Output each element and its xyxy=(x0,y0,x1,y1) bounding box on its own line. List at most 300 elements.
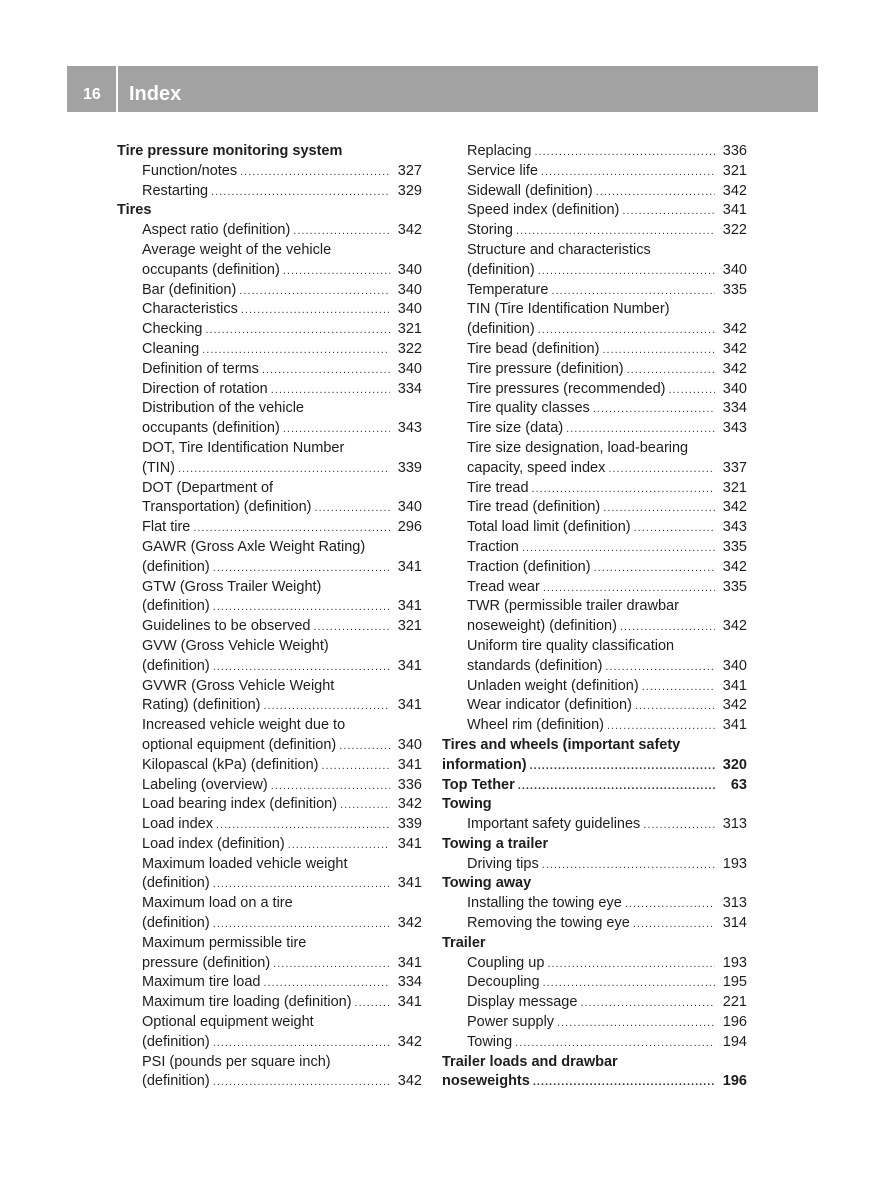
dot-leader xyxy=(213,658,390,678)
index-entry xyxy=(442,380,747,400)
page-reference: 314 xyxy=(722,915,747,932)
entry-text: Towing away xyxy=(442,875,532,892)
entry-text: PSI (pounds per square inch) xyxy=(142,1053,331,1070)
entry-text: Top Tether xyxy=(442,776,515,793)
index-entry xyxy=(442,637,747,657)
dot-leader xyxy=(530,757,715,777)
index-entry xyxy=(442,894,747,914)
index-entry xyxy=(442,281,747,301)
entry-text: GAWR (Gross Axle Weight Rating) xyxy=(142,538,366,555)
index-heading xyxy=(442,756,747,776)
dot-leader xyxy=(213,1073,390,1093)
index-column-right xyxy=(442,142,747,1092)
dot-leader xyxy=(216,816,390,836)
dot-leader xyxy=(603,499,715,519)
page-title: Index xyxy=(129,83,182,105)
entry-text: Towing xyxy=(467,1033,513,1050)
page-reference: 342 xyxy=(722,558,747,575)
index-entry xyxy=(442,162,747,182)
page-reference: 322 xyxy=(722,222,747,239)
index-entry xyxy=(442,182,747,202)
page-reference: 339 xyxy=(397,459,422,476)
index-entry xyxy=(117,835,422,855)
page-reference: 321 xyxy=(397,321,422,338)
dot-leader xyxy=(322,757,391,777)
index-entry xyxy=(442,855,747,875)
dot-leader xyxy=(596,183,715,203)
entry-text: information) xyxy=(442,756,527,773)
index-entry xyxy=(442,954,747,974)
dot-leader xyxy=(633,915,715,935)
dot-leader xyxy=(355,994,390,1014)
dot-leader xyxy=(313,618,390,638)
entry-text: Decoupling xyxy=(467,974,540,991)
entry-text: Storing xyxy=(467,222,513,239)
page-reference: 342 xyxy=(722,697,747,714)
entry-text: Distribution of the vehicle xyxy=(142,400,304,417)
page-reference: 341 xyxy=(397,697,422,714)
index-entry xyxy=(117,399,422,419)
entry-text: Checking xyxy=(142,321,203,338)
dot-leader xyxy=(622,202,715,222)
index-entry xyxy=(117,518,422,538)
index-entry xyxy=(442,973,747,993)
entry-text: Average weight of the vehicle xyxy=(142,241,332,258)
index-entry xyxy=(117,855,422,875)
page-number: 16 xyxy=(83,86,101,103)
entry-text: Service life xyxy=(467,162,538,179)
index-heading xyxy=(442,1072,747,1092)
index-heading xyxy=(442,776,747,796)
entry-text: Installing the towing eye xyxy=(467,895,622,912)
page-reference: 340 xyxy=(397,736,422,753)
index-entry xyxy=(442,1033,747,1053)
page-reference: 341 xyxy=(397,875,422,892)
dot-leader xyxy=(239,282,390,302)
entry-text: noseweights xyxy=(442,1073,530,1090)
entry-text: Tire pressures (recommended) xyxy=(467,380,666,397)
page-reference: 337 xyxy=(722,459,747,476)
index-entry xyxy=(442,597,747,617)
index-heading xyxy=(442,835,747,855)
page-reference: 342 xyxy=(722,340,747,357)
page-reference: 335 xyxy=(722,538,747,555)
dot-leader xyxy=(625,895,715,915)
page-reference: 322 xyxy=(397,340,422,357)
index-entry xyxy=(117,261,422,281)
dot-leader xyxy=(213,875,390,895)
entry-text: noseweight) (definition) xyxy=(467,618,617,635)
page-reference: 341 xyxy=(397,994,422,1011)
index-entry xyxy=(442,142,747,162)
dot-leader xyxy=(241,301,390,321)
dot-leader xyxy=(642,678,715,698)
index-entry xyxy=(442,993,747,1013)
entry-text: Sidewall (definition) xyxy=(467,182,593,199)
index-entry xyxy=(117,300,422,320)
entry-text: Temperature xyxy=(467,281,549,298)
index-entry xyxy=(117,459,422,479)
page-reference: 342 xyxy=(722,321,747,338)
page-reference: 342 xyxy=(722,360,747,377)
page-reference: 194 xyxy=(722,1033,747,1050)
index-entry xyxy=(117,617,422,637)
page-reference: 340 xyxy=(722,657,747,674)
page-reference: 193 xyxy=(722,954,747,971)
entry-text: Kilopascal (kPa) (definition) xyxy=(142,756,319,773)
entry-text: Load bearing index (definition) xyxy=(142,796,338,813)
entry-text: Towing xyxy=(442,796,492,813)
dot-leader xyxy=(213,1034,390,1054)
dot-leader xyxy=(213,598,390,618)
index-entry xyxy=(442,657,747,677)
page-reference: 340 xyxy=(397,360,422,377)
entry-text: (definition) xyxy=(142,598,210,615)
index-entry xyxy=(442,815,747,835)
index-entry xyxy=(442,696,747,716)
index-entry xyxy=(442,538,747,558)
dot-leader xyxy=(535,143,716,163)
index-heading xyxy=(117,142,422,162)
dot-leader xyxy=(533,1073,715,1093)
dot-leader xyxy=(607,717,715,737)
entry-text: Traction xyxy=(467,538,519,555)
entry-text: Rating) (definition) xyxy=(142,697,261,714)
entry-text: Transportation) (definition) xyxy=(142,499,312,516)
dot-leader xyxy=(541,163,715,183)
entry-text: (definition) xyxy=(467,321,535,338)
entry-text: occupants (definition) xyxy=(142,420,280,437)
dot-leader xyxy=(608,460,715,480)
page-reference: 341 xyxy=(722,717,747,734)
page-reference: 196 xyxy=(722,1073,747,1090)
entry-text: Tire pressure (definition) xyxy=(467,360,624,377)
index-entry xyxy=(117,380,422,400)
page-reference: 334 xyxy=(397,974,422,991)
index-entry xyxy=(117,1053,422,1073)
page-reference: 342 xyxy=(722,618,747,635)
entry-text: (definition) xyxy=(142,657,210,674)
entry-text: Tires and wheels (important safety xyxy=(442,736,681,753)
index-entry xyxy=(117,874,422,894)
header-divider xyxy=(116,66,118,112)
entry-text: Tire pressure monitoring system xyxy=(117,143,343,159)
dot-leader xyxy=(543,579,715,599)
index-entry xyxy=(442,419,747,439)
index-entry xyxy=(442,479,747,499)
page-reference: 63 xyxy=(730,776,747,793)
index-entry xyxy=(117,578,422,598)
dot-leader xyxy=(273,955,390,975)
index-entry xyxy=(442,459,747,479)
dot-leader xyxy=(522,539,715,559)
index-entry xyxy=(442,518,747,538)
page-reference: 341 xyxy=(397,756,422,773)
dot-leader xyxy=(532,480,715,500)
index-entry xyxy=(117,716,422,736)
page-reference: 342 xyxy=(397,1073,422,1090)
page-reference: 340 xyxy=(397,301,422,318)
index-entry xyxy=(117,1013,422,1033)
dot-leader xyxy=(605,658,715,678)
entry-text: Traction (definition) xyxy=(467,558,591,575)
index-entry xyxy=(442,221,747,241)
entry-text: Trailer xyxy=(442,934,486,951)
dot-leader xyxy=(515,1034,715,1054)
index-entry xyxy=(117,894,422,914)
entry-text: Guidelines to be observed xyxy=(142,618,311,635)
dot-leader xyxy=(594,559,715,579)
dot-leader xyxy=(538,262,715,282)
page-reference: 341 xyxy=(397,558,422,575)
index-entry xyxy=(117,340,422,360)
entry-text: Tire size (data) xyxy=(467,420,564,437)
dot-leader xyxy=(315,499,390,519)
entry-text: Definition of terms xyxy=(142,360,259,377)
page-reference: 342 xyxy=(397,796,422,813)
index-entry xyxy=(442,201,747,221)
page-reference: 341 xyxy=(397,657,422,674)
page-reference: 342 xyxy=(722,182,747,199)
page-reference: 340 xyxy=(722,261,747,278)
index-entry xyxy=(117,182,422,202)
entry-text: Tire quality classes xyxy=(467,400,590,417)
entry-text: Total load limit (definition) xyxy=(467,519,631,536)
page-reference: 341 xyxy=(397,598,422,615)
entry-text: Removing the towing eye xyxy=(467,915,630,932)
index-entry xyxy=(442,340,747,360)
index-entry xyxy=(442,498,747,518)
page-reference: 340 xyxy=(397,499,422,516)
entry-text: (definition) xyxy=(142,875,210,892)
index-entry xyxy=(442,578,747,598)
entry-text: Speed index (definition) xyxy=(467,202,620,219)
page-reference: 342 xyxy=(722,499,747,516)
dot-leader xyxy=(620,618,715,638)
dot-leader xyxy=(635,697,715,717)
dot-leader xyxy=(543,974,715,994)
page-reference: 334 xyxy=(722,400,747,417)
index-entry xyxy=(117,538,422,558)
entry-text: Maximum tire load xyxy=(142,974,261,991)
entry-text: capacity, speed index xyxy=(467,459,606,476)
index-entry xyxy=(117,696,422,716)
page-reference: 341 xyxy=(722,677,747,694)
index-entry xyxy=(442,320,747,340)
index-entry xyxy=(442,439,747,459)
dot-leader xyxy=(193,519,390,539)
index-entry xyxy=(117,1033,422,1053)
entry-text: Towing a trailer xyxy=(442,835,549,852)
page-reference: 313 xyxy=(722,816,747,833)
page-reference: 195 xyxy=(722,974,747,991)
dot-leader xyxy=(213,559,390,579)
page-reference: 221 xyxy=(722,994,747,1011)
page-reference: 321 xyxy=(722,162,747,179)
index-entry xyxy=(442,399,747,419)
page-reference: 321 xyxy=(397,618,422,635)
index-heading xyxy=(442,1053,747,1073)
page-reference: 296 xyxy=(397,519,422,536)
index-entry xyxy=(117,914,422,934)
entry-text: TIN (Tire Identification Number) xyxy=(467,301,670,318)
entry-text: GVWR (Gross Vehicle Weight xyxy=(142,677,335,694)
dot-leader xyxy=(271,777,390,797)
entry-text: (TIN) xyxy=(142,459,176,476)
dot-leader xyxy=(178,460,390,480)
index-entry xyxy=(117,637,422,657)
page-reference: 336 xyxy=(397,776,422,793)
entry-text: Unladen weight (definition) xyxy=(467,677,639,694)
index-entry xyxy=(117,973,422,993)
entry-text: pressure (definition) xyxy=(142,954,271,971)
dot-leader xyxy=(669,381,716,401)
page-reference: 340 xyxy=(397,261,422,278)
entry-text: GVW (Gross Vehicle Weight) xyxy=(142,637,329,654)
index-entry xyxy=(117,795,422,815)
index-entry xyxy=(442,558,747,578)
index-heading xyxy=(442,874,747,894)
index-entry xyxy=(117,597,422,617)
entry-text: Tire tread xyxy=(467,479,529,496)
page-reference: 340 xyxy=(397,281,422,298)
index-entry xyxy=(442,261,747,281)
index-entry xyxy=(442,914,747,934)
index-heading xyxy=(117,201,422,221)
entry-text: Structure and characteristics xyxy=(467,241,651,258)
entry-text: (definition) xyxy=(467,261,535,278)
entry-text: Load index xyxy=(142,816,213,833)
entry-text: Replacing xyxy=(467,143,532,159)
entry-text: Trailer loads and drawbar xyxy=(442,1053,618,1070)
entry-text: TWR (permissible trailer drawbar xyxy=(467,598,679,615)
entry-text: Power supply xyxy=(467,1014,555,1031)
entry-text: Maximum tire loading (definition) xyxy=(142,994,352,1011)
dot-leader xyxy=(340,796,390,816)
dot-leader xyxy=(538,321,715,341)
index-entry xyxy=(117,993,422,1013)
dot-leader xyxy=(288,836,390,856)
page-reference: 327 xyxy=(397,162,422,179)
dot-leader xyxy=(205,321,390,341)
entry-text: Characteristics xyxy=(142,301,238,318)
index-entry xyxy=(442,716,747,736)
dot-leader xyxy=(240,163,390,183)
page-reference: 196 xyxy=(722,1014,747,1031)
entry-text: GTW (Gross Trailer Weight) xyxy=(142,578,322,595)
index-heading xyxy=(442,795,747,815)
index-entry xyxy=(117,162,422,182)
dot-leader xyxy=(283,262,390,282)
dot-leader xyxy=(262,361,390,381)
dot-leader xyxy=(643,816,715,836)
page-reference: 343 xyxy=(722,420,747,437)
dot-leader xyxy=(634,519,715,539)
entry-text: standards (definition) xyxy=(467,657,603,674)
dot-leader xyxy=(542,856,715,876)
index-entry xyxy=(117,756,422,776)
page-reference: 193 xyxy=(722,855,747,872)
dot-leader xyxy=(627,361,715,381)
entry-text: Wheel rim (definition) xyxy=(467,717,604,734)
page-reference: 329 xyxy=(397,182,422,199)
index-entry xyxy=(117,439,422,459)
entry-text: Important safety guidelines xyxy=(467,816,641,833)
dot-leader xyxy=(293,222,390,242)
page-reference: 340 xyxy=(722,380,747,397)
entry-text: Display message xyxy=(467,994,578,1011)
index-entry xyxy=(117,736,422,756)
dot-leader xyxy=(263,697,390,717)
page-reference: 313 xyxy=(722,895,747,912)
dot-leader xyxy=(602,341,715,361)
index-entry xyxy=(442,677,747,697)
entry-text: Direction of rotation xyxy=(142,380,268,397)
entry-text: Increased vehicle weight due to xyxy=(142,717,346,734)
dot-leader xyxy=(566,420,715,440)
entry-text: DOT (Department of xyxy=(142,479,274,496)
index-entry xyxy=(442,241,747,261)
dot-leader xyxy=(593,400,715,420)
page-reference: 336 xyxy=(722,143,747,159)
entry-text: Maximum load on a tire xyxy=(142,895,293,912)
entry-text: Tire bead (definition) xyxy=(467,340,600,357)
dot-leader xyxy=(547,955,715,975)
entry-text: Driving tips xyxy=(467,855,539,872)
index-entry xyxy=(117,815,422,835)
entry-text: Bar (definition) xyxy=(142,281,237,298)
entry-text: Tread wear xyxy=(467,578,540,595)
page-reference: 343 xyxy=(397,420,422,437)
page-reference: 335 xyxy=(722,281,747,298)
index-entry xyxy=(117,221,422,241)
index-heading xyxy=(442,934,747,954)
dot-leader xyxy=(516,222,715,242)
index-heading xyxy=(442,736,747,756)
entry-text: (definition) xyxy=(142,1073,210,1090)
page-reference: 321 xyxy=(722,479,747,496)
index-entry xyxy=(117,498,422,518)
entry-text: Cleaning xyxy=(142,340,200,357)
entry-text: Flat tire xyxy=(142,519,191,536)
dot-leader xyxy=(580,994,715,1014)
page-reference: 342 xyxy=(397,222,422,239)
page-reference: 341 xyxy=(397,835,422,852)
index-entry xyxy=(442,300,747,320)
entry-text: Load index (definition) xyxy=(142,835,285,852)
index-entry xyxy=(442,1013,747,1033)
index-entry xyxy=(117,1072,422,1092)
index-entry xyxy=(117,558,422,578)
index-entry xyxy=(117,241,422,261)
page-reference: 342 xyxy=(397,915,422,932)
page-reference: 342 xyxy=(397,1033,422,1050)
entry-text: Tires xyxy=(117,202,152,219)
dot-leader xyxy=(271,381,390,401)
page-reference: 343 xyxy=(722,519,747,536)
index-entry xyxy=(117,419,422,439)
entry-text: DOT, Tire Identification Number xyxy=(142,439,345,456)
entry-text: Maximum loaded vehicle weight xyxy=(142,855,348,872)
entry-text: Coupling up xyxy=(467,954,545,971)
page-reference: 341 xyxy=(397,954,422,971)
entry-text: Uniform tire quality classification xyxy=(467,637,675,654)
index-entry xyxy=(117,281,422,301)
index-entry xyxy=(442,360,747,380)
index-entry xyxy=(117,657,422,677)
entry-text: Aspect ratio (definition) xyxy=(142,222,291,239)
entry-text: Wear indicator (definition) xyxy=(467,697,632,714)
